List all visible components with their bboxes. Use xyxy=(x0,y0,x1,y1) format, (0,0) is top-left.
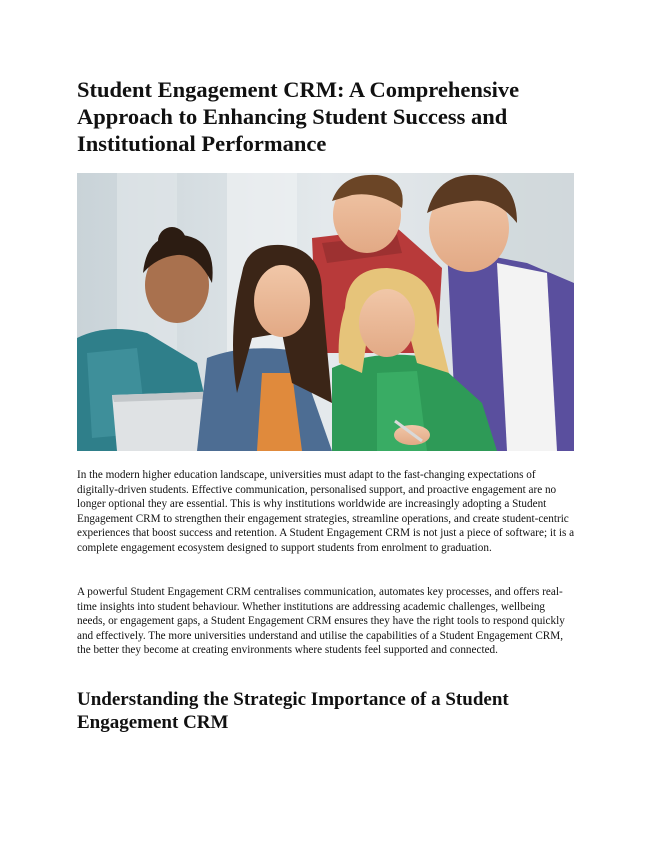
students-laptop-photo xyxy=(77,173,574,451)
section-heading: Understanding the Strategic Importance of a Student Engagement CRM xyxy=(77,689,509,733)
body-paragraph: A powerful Student Engagement CRM centralises communication, automates key processes, and offers real-time insights into student behaviour. Whether institutions are addressing academic challenges, wellbeing needs, or engagement gaps, a Student Engagement CRM ensures they have the right tools to respond quickly and effectively. The more universities understand and utilise the capabilities of a Student Engagement CRM, the better they become at creating environments where students feel supported and connected. xyxy=(77,586,565,657)
intro-paragraph: In the modern higher education landscape, universities must adapt to the fast-changing expectations of digitally-driven students. Effective communication, personalised support, and proactive engagement are no longer optional they are essential. This is why institutions worldwide are increasingly adopting a Student Engagement CRM to strengthen their engagement strategies, streamline operations, and create student-centric experiences that boost success and retention. A Student Engagement CRM is not just a piece of software; it is a complete engagement ecosystem designed to support students from enrolment to graduation. xyxy=(77,469,575,554)
article-title: Student Engagement CRM: A Comprehensive Approach to Enhancing Student Success and Institutional Performance xyxy=(77,77,520,156)
